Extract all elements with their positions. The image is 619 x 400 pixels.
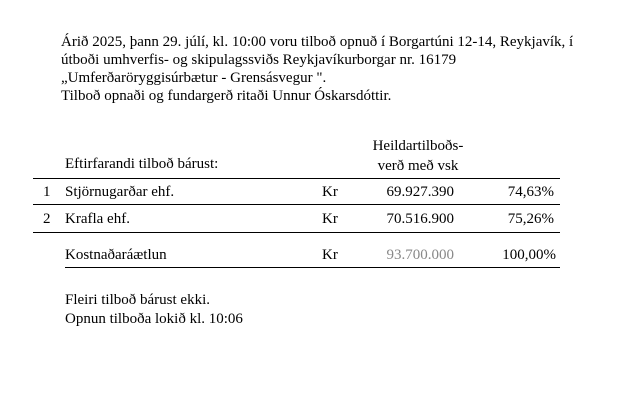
table-header-label: Eftirfarandi tilboð bárust: <box>65 156 219 172</box>
footer-line-1: Fleiri tilboð bárust ekki. <box>65 292 210 308</box>
price-column-header <box>356 136 480 176</box>
header-divider <box>33 178 560 179</box>
footer-line-2: Opnun tilboða lokið kl. 10:06 <box>65 311 243 327</box>
estimate-percent: 100,00% <box>502 247 556 263</box>
row-number: 1 <box>43 184 51 200</box>
intro-paragraph <box>61 33 619 105</box>
bidder-name: Stjörnugarðar ehf. <box>65 184 175 200</box>
bid-amount: 69.927.390 <box>386 184 454 200</box>
currency-label: Kr <box>322 211 338 227</box>
intro-line-2: útboði umhverfis- og skipulagssviðs Reykjavíkurborgar nr. 16179 <box>61 52 457 68</box>
footer-notes <box>65 291 243 329</box>
intro-line-1: Árið 2025, þann 29. júlí, kl. 10:00 voru tilboð opnuð í Borgartúni 12-14, Reykjavík, í <box>61 34 574 50</box>
currency-label: Kr <box>322 247 338 263</box>
bid-percent: 74,63% <box>507 184 554 200</box>
price-header-line-2: verð með vsk <box>377 158 459 174</box>
estimate-label: Kostnaðaráætlun <box>65 247 167 263</box>
intro-line-3: „Umferðaröryggisúrbætur - Grensásvegur ". <box>61 70 327 86</box>
estimate-divider <box>65 267 560 268</box>
intro-line-4: Tilboð opnaði og fundargerð ritaði Unnur Óskarsdóttir. <box>61 88 392 104</box>
bid-percent: 75,26% <box>507 211 554 227</box>
estimate-amount: 93.700.000 <box>386 247 454 263</box>
row-divider <box>33 204 560 205</box>
bidder-name: Krafla ehf. <box>65 211 130 227</box>
row-number: 2 <box>43 211 51 227</box>
bid-amount: 70.516.900 <box>386 211 454 227</box>
price-header-line-1: Heildartilboðs- <box>372 138 464 154</box>
currency-label: Kr <box>322 184 338 200</box>
row-divider <box>33 232 560 233</box>
